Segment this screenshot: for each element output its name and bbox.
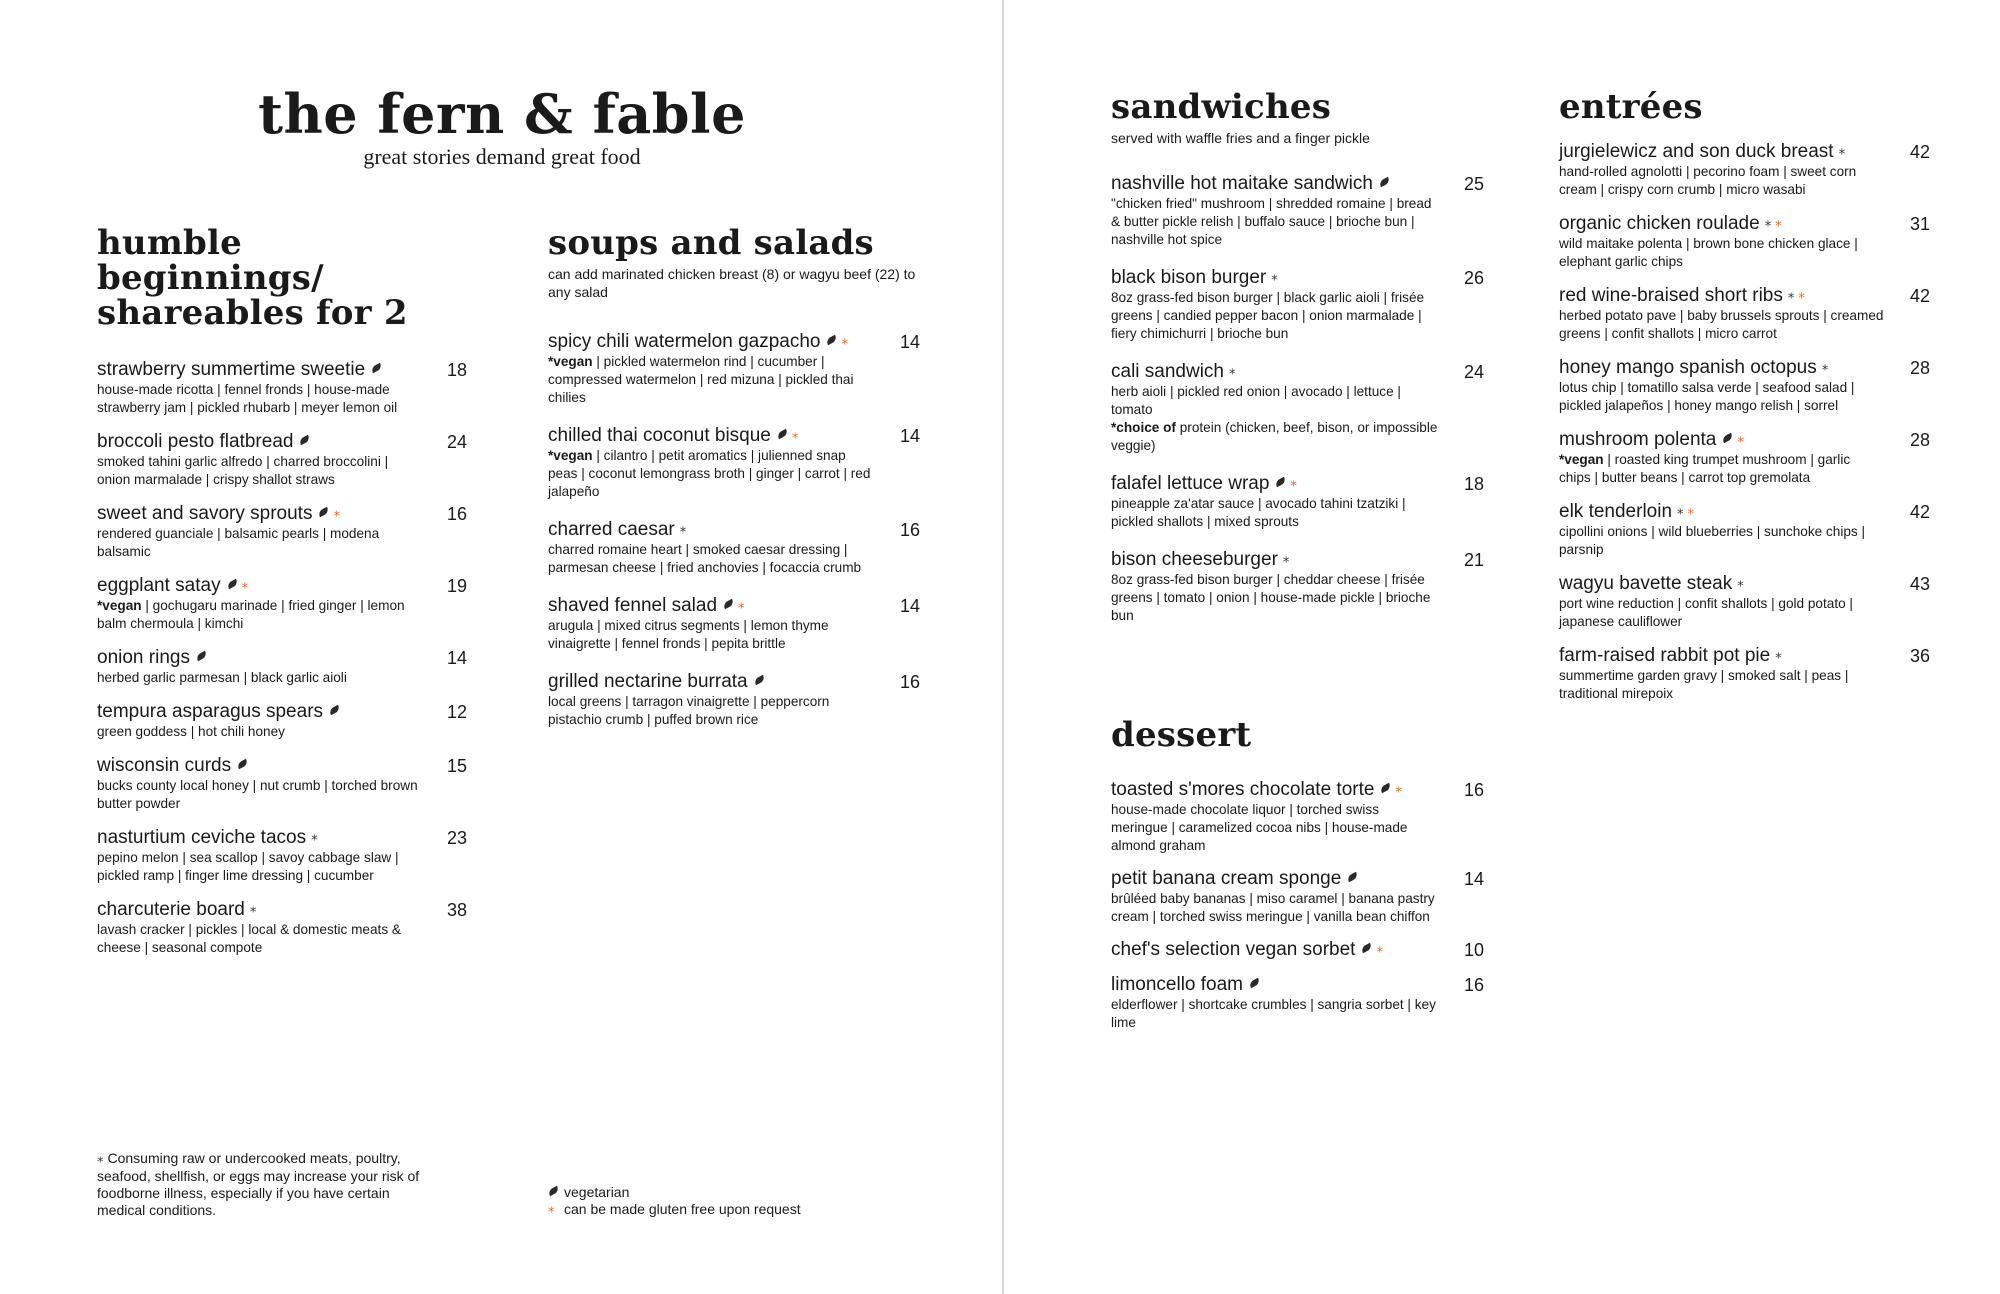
menu-item-description: [97, 453, 421, 489]
menu-item: [1559, 213, 1930, 271]
description-text: port wine reduction | confit shallots | gold potato | japanese cauliflower: [1559, 596, 1853, 630]
raw-warning-text: Consuming raw or undercooked meats, poultry, seafood, shellfish, or eggs may increase your risk of foodborne illness, especially if you have certain medical conditions.: [97, 1150, 420, 1218]
menu-item-description: [1559, 451, 1884, 487]
section-title-line: dessert: [1111, 715, 1252, 755]
raw-mark-icon: ⁎: [1838, 142, 1846, 157]
menu-item-description: [548, 693, 874, 729]
menu-item-title: mushroom polenta: [1559, 429, 1717, 451]
menu-item-description: [97, 921, 421, 957]
menu-item-name: [97, 899, 421, 921]
menu-item-title: honey mango spanish octopus: [1559, 357, 1817, 379]
menu-item-price: 18: [446, 360, 467, 380]
menu-item-title: bison cheeseburger: [1111, 549, 1278, 571]
menu-item: [1111, 939, 1484, 961]
menu-item-title: black bison burger: [1111, 267, 1267, 289]
menu-item-title: sweet and savory sprouts: [97, 503, 313, 525]
menu-item-title: cali sandwich: [1111, 361, 1224, 383]
description-text: local greens | tarragon vinaigrette | peppercorn pistachio crumb | puffed brown rice: [548, 694, 830, 728]
menu-item-price: 43: [1909, 574, 1930, 595]
section-subtitle: can add marinated chicken breast (8) or wagyu beef (22) to any salad: [548, 266, 916, 300]
gluten-free-mark-icon: ⁎: [1775, 214, 1782, 230]
menu-item-name: [97, 647, 421, 669]
menu-item-name: [1111, 939, 1438, 961]
section-entrees: [1559, 87, 1930, 703]
raw-mark-icon: ⁎: [249, 900, 257, 916]
menu-item-price: 25: [1463, 174, 1484, 194]
menu-item-price: 18: [1463, 474, 1484, 495]
menu-item-name: [548, 331, 874, 353]
description-text: charred romaine heart | smoked caesar dressing | parmesan cheese | fried anchovies | focaccia crumb: [548, 542, 862, 576]
description-emphasis: *vegan: [548, 448, 593, 464]
menu-item-description: [548, 353, 874, 407]
description-text: protein (chicken, beef, bison, or impossible veggie): [1111, 420, 1438, 454]
section-title: [1111, 715, 1484, 755]
brand-header: [200, 82, 804, 170]
menu-item-description: [548, 541, 874, 577]
menu-item: [1111, 173, 1484, 249]
menu-item-description: [1111, 801, 1438, 855]
menu-item-title: shaved fennel salad: [548, 595, 718, 617]
leaf-icon: [1361, 943, 1374, 953]
raw-mark-icon: ⁎: [1229, 362, 1236, 378]
description-text: hand-rolled agnolotti | pecorino foam | sweet corn cream | crispy corn crumb | micro wasabi: [1559, 164, 1857, 198]
menu-item: [1559, 285, 1930, 343]
gluten-free-mark-icon: ⁎: [1395, 780, 1402, 795]
leaf-icon: [1380, 783, 1393, 793]
menu-item: [548, 595, 920, 653]
description-text: | pickled watermelon rind | cucumber | compressed watermelon | red mizuna | pickled thai chilies: [548, 354, 854, 406]
leaf-icon: [753, 675, 766, 685]
description-emphasis: *choice of: [1111, 420, 1176, 436]
menu-item-description: [97, 597, 421, 633]
menu-item-price: 42: [1909, 286, 1930, 307]
menu-item-name: [1111, 868, 1438, 890]
menu-item-description: [97, 777, 421, 813]
menu-item-name: [548, 671, 874, 693]
section-title-line: entrées: [1559, 87, 1703, 127]
menu-item: [1559, 141, 1930, 199]
menu-item-title: elk tenderloin: [1559, 501, 1673, 523]
menu-item: [97, 701, 467, 741]
gluten-free-mark-icon: ⁎: [333, 504, 340, 519]
menu-item-name: [1559, 357, 1884, 379]
raw-mark-icon: ⁎: [311, 828, 318, 844]
section-title: [1559, 87, 1930, 127]
description-emphasis: *vegan: [548, 354, 593, 370]
raw-mark-icon: ⁎: [1764, 214, 1772, 230]
leaf-icon: [826, 335, 839, 345]
menu-item-title: onion rings: [97, 647, 190, 669]
menu-item-price: 12: [446, 702, 467, 723]
menu-item-price: 14: [899, 332, 920, 352]
menu-item-name: [548, 595, 874, 617]
description-text: pepino melon | sea scallop | savoy cabbage slaw | pickled ramp | finger lime dressing | cucumber: [97, 850, 399, 884]
menu-item-price: 14: [1463, 869, 1484, 890]
gluten-free-mark-icon: ⁎: [1798, 286, 1805, 302]
menu-item-name: [1559, 501, 1884, 523]
menu-item-price: 16: [899, 520, 920, 541]
legend-row-gluten-free: [548, 1201, 868, 1218]
menu-item-name: [1111, 473, 1438, 495]
menu-item-price: 21: [1463, 550, 1484, 571]
menu-item: [97, 359, 467, 417]
description-text: house-made chocolate liquor | torched swiss meringue | caramelized cocoa nibs | house-made almond graham: [1111, 802, 1408, 854]
menu-item-name: [97, 575, 421, 597]
leaf-icon: [226, 579, 239, 589]
raw-mark-icon: ⁎: [1737, 574, 1744, 590]
leaf-icon: [236, 759, 249, 769]
menu-item-name: [548, 425, 874, 447]
menu-item: [1559, 573, 1930, 631]
menu-item: [1559, 645, 1930, 703]
menu-legend: [548, 1184, 868, 1218]
raw-mark-icon: ⁎: [1677, 502, 1684, 518]
menu-item-name: [1111, 173, 1438, 195]
menu-item-title: chef's selection vegan sorbet: [1111, 939, 1356, 961]
description-text: lavash cracker | pickles | local & domestic meats & cheese | seasonal compote: [97, 922, 401, 956]
menu-item-name: [1559, 285, 1884, 307]
menu-item-name: [1111, 974, 1438, 996]
menu-item-description: [1111, 996, 1438, 1032]
menu-item-price: 28: [1909, 430, 1930, 451]
menu-item-description: [1559, 379, 1884, 415]
menu-item: [1559, 429, 1930, 487]
section-dessert: [1111, 715, 1484, 1032]
menu-item-name: [1559, 645, 1884, 667]
menu-item-price: 28: [1909, 358, 1930, 379]
leaf-icon: [318, 507, 331, 517]
menu-item-title: red wine-braised short ribs: [1559, 285, 1783, 307]
menu-item: [548, 331, 920, 407]
description-text: 8oz grass-fed bison burger | black garlic aioli | frisée greens | candied pepper bacon | onion marmalade | fiery chimichurri | brioche bun: [1111, 290, 1425, 342]
menu-item-title: limoncello foam: [1111, 974, 1243, 996]
description-text: rendered guanciale | balsamic pearls | modena balsamic: [97, 526, 380, 560]
gluten-free-mark-icon: ⁎: [1376, 940, 1383, 956]
menu-item-description: [548, 447, 874, 501]
description-text: summertime garden gravy | smoked salt | peas | traditional mirepoix: [1559, 668, 1849, 702]
menu-item-description: [1111, 383, 1438, 455]
menu-item-description: [1111, 289, 1438, 343]
menu-item-name: [97, 359, 421, 381]
description-text: | cilantro | petit aromatics | julienned snap peas | coconut lemongrass broth | ginger | carrot | red jalapeño: [548, 448, 871, 500]
menu-item-price: 15: [446, 756, 467, 777]
menu-item-description: [1111, 495, 1438, 531]
description-text: smoked tahini garlic alfredo | charred broccolini | onion marmalade | crispy shallot straws: [97, 454, 389, 487]
gluten-free-mark-icon: ⁎: [1737, 430, 1744, 446]
menu-item-name: [1559, 213, 1884, 235]
menu-item-title: eggplant satay: [97, 575, 221, 597]
menu-item-title: charcuterie board: [97, 899, 245, 921]
legend-vegetarian-label: vegetarian: [564, 1184, 630, 1200]
menu-item-price: 24: [1463, 362, 1484, 383]
legend-row-vegetarian: [548, 1184, 868, 1201]
gluten-free-mark-icon: ⁎: [738, 596, 745, 612]
description-text: wild maitake polenta | brown bone chicken glace | elephant garlic chips: [1559, 236, 1858, 270]
gluten-free-mark-icon: ⁎: [241, 576, 249, 592]
menu-item: [548, 425, 920, 501]
menu-item-price: 14: [899, 596, 920, 617]
menu-item-price: 23: [446, 828, 467, 849]
description-text: lotus chip | tomatillo salsa verde | seafood salad | pickled jalapeños | honey mango relish | sorrel: [1559, 380, 1855, 414]
leaf-icon: [547, 1185, 560, 1195]
menu-item: [1559, 501, 1930, 559]
description-text: "chicken fried" mushroom | shredded romaine | bread & butter pickle relish | buffalo sauce | brioche bun | nashville hot spice: [1111, 196, 1432, 247]
menu-item-name: [1559, 573, 1884, 595]
leaf-icon: [370, 363, 383, 373]
menu-item-description: [1559, 307, 1884, 343]
menu-item: [1111, 473, 1484, 531]
menu-item-name: [1559, 429, 1884, 451]
menu-item-title: falafel lettuce wrap: [1111, 473, 1270, 495]
menu-item-description: [97, 525, 421, 561]
menu-item-description: [1559, 235, 1884, 271]
leaf-icon: [722, 599, 735, 609]
menu-item: [97, 503, 467, 561]
menu-item-description: [97, 723, 421, 741]
description-text: 8oz grass-fed bison burger | cheddar cheese | frisée greens | tomato | onion | house-made pickle | brioche bun: [1111, 572, 1431, 624]
menu-item-price: 16: [899, 672, 920, 693]
menu-item-price: 38: [446, 900, 467, 921]
section-sandwiches: [1111, 87, 1484, 625]
section-humble-beginnings: [97, 223, 467, 957]
menu-item-title: spicy chili watermelon gazpacho: [548, 331, 821, 353]
restaurant-tagline: great stories demand great food: [363, 144, 641, 169]
gluten-free-mark-icon: ⁎: [1687, 502, 1695, 518]
menu-item-name: [1111, 267, 1438, 289]
menu-item-name: [97, 701, 421, 723]
leaf-icon: [776, 429, 789, 439]
menu-item-description: [1111, 890, 1438, 926]
menu-item-title: chilled thai coconut bisque: [548, 425, 771, 447]
section-title: [1111, 87, 1484, 127]
menu-item-title: tempura asparagus spears: [97, 701, 324, 723]
menu-item-price: 26: [1463, 268, 1484, 288]
leaf-icon: [1248, 978, 1261, 988]
leaf-icon: [195, 651, 208, 661]
menu-item-description: [97, 381, 421, 417]
menu-item: [548, 519, 920, 577]
gluten-free-mark-icon: ⁎: [841, 332, 848, 347]
leaf-icon: [1275, 477, 1288, 487]
menu-item-description: [1559, 163, 1884, 199]
section-title-line: sandwiches: [1111, 87, 1332, 127]
menu-item: [97, 431, 467, 489]
menu-item-title: jurgielewicz and son duck breast: [1559, 141, 1834, 163]
section-title-line: soups and salads: [548, 223, 874, 263]
menu-item-price: 19: [446, 576, 467, 597]
menu-item: [548, 671, 920, 729]
description-text: cipollini onions | wild blueberries | sunchoke chips | parsnip: [1559, 524, 1866, 558]
description-text: brûléed baby bananas | miso caramel | banana pastry cream | torched swiss meringue | vanilla bean chiffon: [1111, 891, 1435, 925]
menu-item-title: charred caesar: [548, 519, 675, 541]
menu-item-description: [97, 849, 421, 885]
menu-item: [1111, 361, 1484, 455]
description-text: house-made ricotta | fennel fronds | house-made strawberry jam | pickled rhubarb | meyer lemon oil: [97, 382, 398, 415]
menu-item: [1111, 267, 1484, 343]
description-text: herb aioli | pickled red onion | avocado | lettuce | tomato: [1111, 384, 1401, 418]
restaurant-name: the fern & fable: [258, 82, 746, 146]
menu-item-price: 14: [899, 426, 920, 447]
menu-item-name: [97, 431, 421, 453]
menu-item: [1111, 549, 1484, 625]
menu-item-name: [97, 755, 421, 777]
leaf-icon: [1378, 177, 1391, 187]
menu-item-description: [1559, 523, 1884, 559]
raw-mark-icon: ⁎: [1821, 358, 1829, 374]
menu-item: [1111, 974, 1484, 1032]
raw-mark-icon: ⁎: [1787, 286, 1795, 302]
section-title: [548, 223, 920, 263]
menu-item-price: 42: [1909, 142, 1930, 162]
raw-food-warning: [97, 1150, 437, 1219]
menu-item-price: 24: [446, 432, 467, 452]
description-text: | gochugaru marinade | fried ginger | lemon balm chermoula | kimchi: [97, 598, 405, 632]
menu-item-name: [1111, 361, 1438, 383]
gluten-free-mark-icon: ⁎: [548, 1200, 555, 1215]
menu-item: [97, 647, 467, 687]
raw-mark-icon: ⁎: [1271, 268, 1278, 283]
menu-item-name: [1559, 141, 1884, 163]
menu-item-title: nashville hot maitake sandwich: [1111, 173, 1373, 194]
gluten-free-mark-icon: ⁎: [791, 426, 799, 442]
description-text: herbed potato pave | baby brussels sprouts | creamed greens | confit shallots | micro carrot: [1559, 308, 1884, 342]
leaf-icon: [328, 705, 341, 715]
menu-item-title: toasted s'mores chocolate torte: [1111, 779, 1375, 801]
description-text: bucks county local honey | nut crumb | torched brown butter powder: [97, 778, 418, 812]
description-emphasis: *vegan: [97, 598, 142, 614]
menu-item-title: broccoli pesto flatbread: [97, 431, 294, 452]
section-title: [97, 223, 467, 333]
raw-mark-icon: ⁎: [1775, 646, 1782, 662]
description-text: | roasted king trumpet mushroom | garlic chips | butter beans | carrot top gremolata: [1559, 452, 1851, 486]
menu-item-name: [97, 827, 421, 849]
menu-item-price: 36: [1909, 646, 1930, 667]
menu-item-description: [1559, 595, 1884, 631]
section-title-line: humble beginnings/: [97, 223, 324, 298]
menu-item-description: [1559, 667, 1884, 703]
description-text: elderflower | shortcake crumbles | sangria sorbet | key lime: [1111, 997, 1436, 1031]
menu-item-price: 16: [1463, 780, 1484, 800]
menu-item-description: [1111, 195, 1438, 249]
leaf-icon: [299, 435, 312, 445]
menu-item-name: [1111, 549, 1438, 571]
menu-item: [97, 827, 467, 885]
raw-warning-mark-icon: ⁎: [97, 1149, 104, 1165]
menu-item-title: strawberry summertime sweetie: [97, 359, 366, 380]
menu-item-name: [97, 503, 421, 525]
legend-gluten-free-label: can be made gluten free upon request: [564, 1201, 801, 1217]
menu-item: [1111, 779, 1484, 855]
raw-mark-icon: ⁎: [1282, 550, 1290, 566]
menu-item-price: 42: [1909, 502, 1930, 523]
menu-item: [1111, 868, 1484, 926]
menu-item-title: organic chicken roulade: [1559, 213, 1760, 235]
menu-item-title: farm-raised rabbit pot pie: [1559, 645, 1771, 667]
menu-item: [97, 755, 467, 813]
menu-item-description: [97, 669, 421, 687]
description-text: herbed garlic parmesan | black garlic aioli: [97, 670, 347, 686]
menu-item-price: 31: [1909, 214, 1930, 235]
menu-item-title: petit banana cream sponge: [1111, 868, 1342, 890]
section-soups-and-salads: [548, 223, 920, 729]
description-text: green goddess | hot chili honey: [97, 724, 285, 740]
menu-item-name: [548, 519, 874, 541]
menu-right-page: [1006, 0, 2000, 1294]
menu-item-description: [548, 617, 874, 653]
leaf-icon: [1722, 433, 1735, 443]
menu-item: [97, 899, 467, 957]
menu-item: [1559, 357, 1930, 415]
description-text: arugula | mixed citrus segments | lemon thyme vinaigrette | fennel fronds | pepita brittle: [548, 618, 829, 652]
leaf-icon: [1347, 872, 1360, 882]
menu-item-price: 10: [1463, 940, 1484, 961]
gluten-free-mark-icon: ⁎: [1290, 474, 1297, 490]
description-text: pineapple za'atar sauce | avocado tahini tzatziki | pickled shallots | mixed sprouts: [1111, 496, 1406, 530]
menu-item-name: [1111, 779, 1438, 801]
menu-item-title: nasturtium ceviche tacos: [97, 827, 307, 849]
menu-item-title: wisconsin curds: [97, 755, 232, 777]
menu-fold-line: [1002, 0, 1004, 1294]
menu-item-title: grilled nectarine burrata: [548, 671, 748, 693]
menu-item-price: 14: [446, 648, 467, 669]
section-title-line: shareables for 2: [97, 293, 408, 333]
menu-item-price: 16: [446, 504, 467, 524]
menu-item: [97, 575, 467, 633]
section-subtitle: served with waffle fries and a finger pickle: [1111, 130, 1370, 146]
menu-item-price: 16: [1463, 975, 1484, 996]
menu-item-title: wagyu bavette steak: [1559, 573, 1733, 595]
raw-mark-icon: ⁎: [679, 520, 687, 536]
menu-item-description: [1111, 571, 1438, 625]
description-emphasis: *vegan: [1559, 452, 1604, 468]
